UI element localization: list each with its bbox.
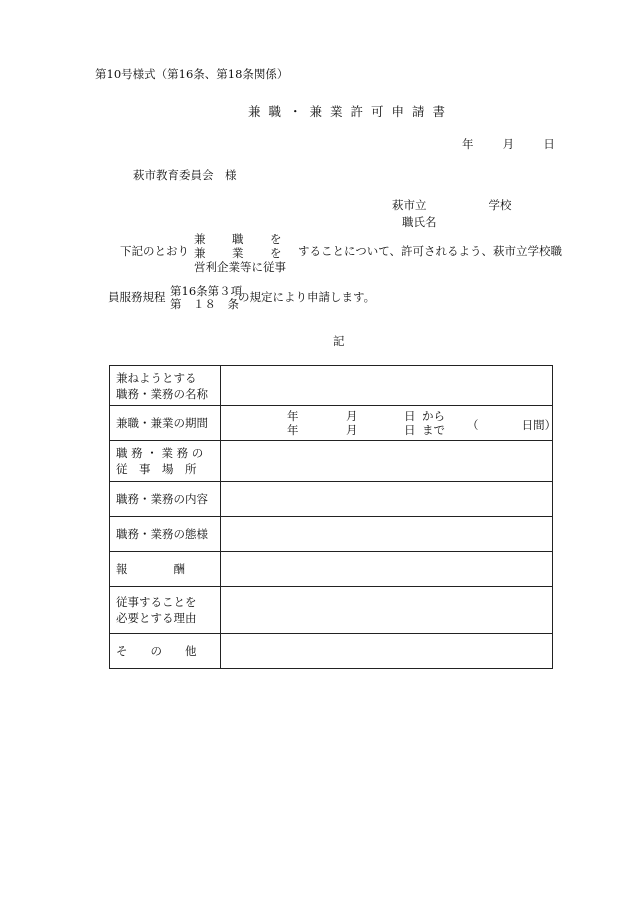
applicant-school xyxy=(392,200,512,212)
table-row xyxy=(110,482,553,517)
regulation-prefix: 員服務規程 xyxy=(108,290,166,304)
form-number-label: 第10号様式（第16条、第18条関係） xyxy=(95,67,289,81)
body-text-suffix: することについて、許可されるよう、萩市立学校職 xyxy=(298,244,563,258)
application-date xyxy=(462,139,555,151)
label-workplace: 職 務 ・ 業 務 の 従 事 場 所 xyxy=(110,441,221,482)
article-18-option: 第 １８ 条 xyxy=(170,297,239,311)
school-prefix: 萩市立 xyxy=(392,198,427,212)
label-position-name: 兼ねようとする 職務・業務の名称 xyxy=(110,366,221,406)
table-row xyxy=(110,406,553,441)
label-reason: 従事することを 必要とする理由 xyxy=(110,587,221,634)
ki-heading: 記 xyxy=(333,334,345,348)
label-content: 職務・業務の内容 xyxy=(110,482,221,517)
period-days: （ 日間） xyxy=(467,418,557,432)
table-row xyxy=(110,634,553,669)
document-title: 兼職・兼業許可申請書 xyxy=(248,104,454,119)
value-period[interactable] xyxy=(221,406,557,441)
value-content[interactable] xyxy=(221,482,553,517)
regulation-suffix: の規定により申請します。 xyxy=(238,290,376,304)
value-workplace[interactable] xyxy=(221,441,553,482)
period-start-line: 年 月 日 から xyxy=(287,409,445,423)
option-kenshoku: 兼 職 を xyxy=(194,232,282,246)
employment-type-options xyxy=(194,232,290,274)
option-eiri-kigyo: 営利企業等に従事 xyxy=(194,260,286,274)
date-year-label: 年 xyxy=(462,137,474,151)
label-period: 兼職・兼業の期間 xyxy=(110,406,221,441)
table-row xyxy=(110,366,553,406)
school-suffix: 学校 xyxy=(488,198,512,212)
period-date-lines xyxy=(287,409,445,437)
period-end-line: 年 月 日 まで xyxy=(287,423,445,437)
regulation-article-options xyxy=(170,285,242,311)
label-remuneration: 報 酬 xyxy=(110,552,221,587)
date-month-label: 月 xyxy=(502,137,515,151)
table-row xyxy=(110,587,553,634)
date-day-label: 日 xyxy=(543,137,555,151)
table-row xyxy=(110,552,553,587)
value-other[interactable] xyxy=(221,634,553,669)
label-other: そ の 他 xyxy=(110,634,221,669)
table-row xyxy=(110,441,553,482)
option-kengyo: 兼 業 を xyxy=(194,246,282,260)
label-mode: 職務・業務の態様 xyxy=(110,517,221,552)
recipient-line: 萩市教育委員会 様 xyxy=(133,168,237,182)
value-mode[interactable] xyxy=(221,517,553,552)
value-position-name[interactable] xyxy=(221,366,553,406)
application-details-table xyxy=(109,365,557,669)
value-reason[interactable] xyxy=(221,587,553,634)
table-row xyxy=(110,517,553,552)
value-remuneration[interactable] xyxy=(221,552,553,587)
body-text-prefix: 下記のとおり xyxy=(120,244,189,258)
staff-name-label: 職氏名 xyxy=(402,215,437,229)
article-16-option: 第16条第３項 xyxy=(170,284,243,298)
